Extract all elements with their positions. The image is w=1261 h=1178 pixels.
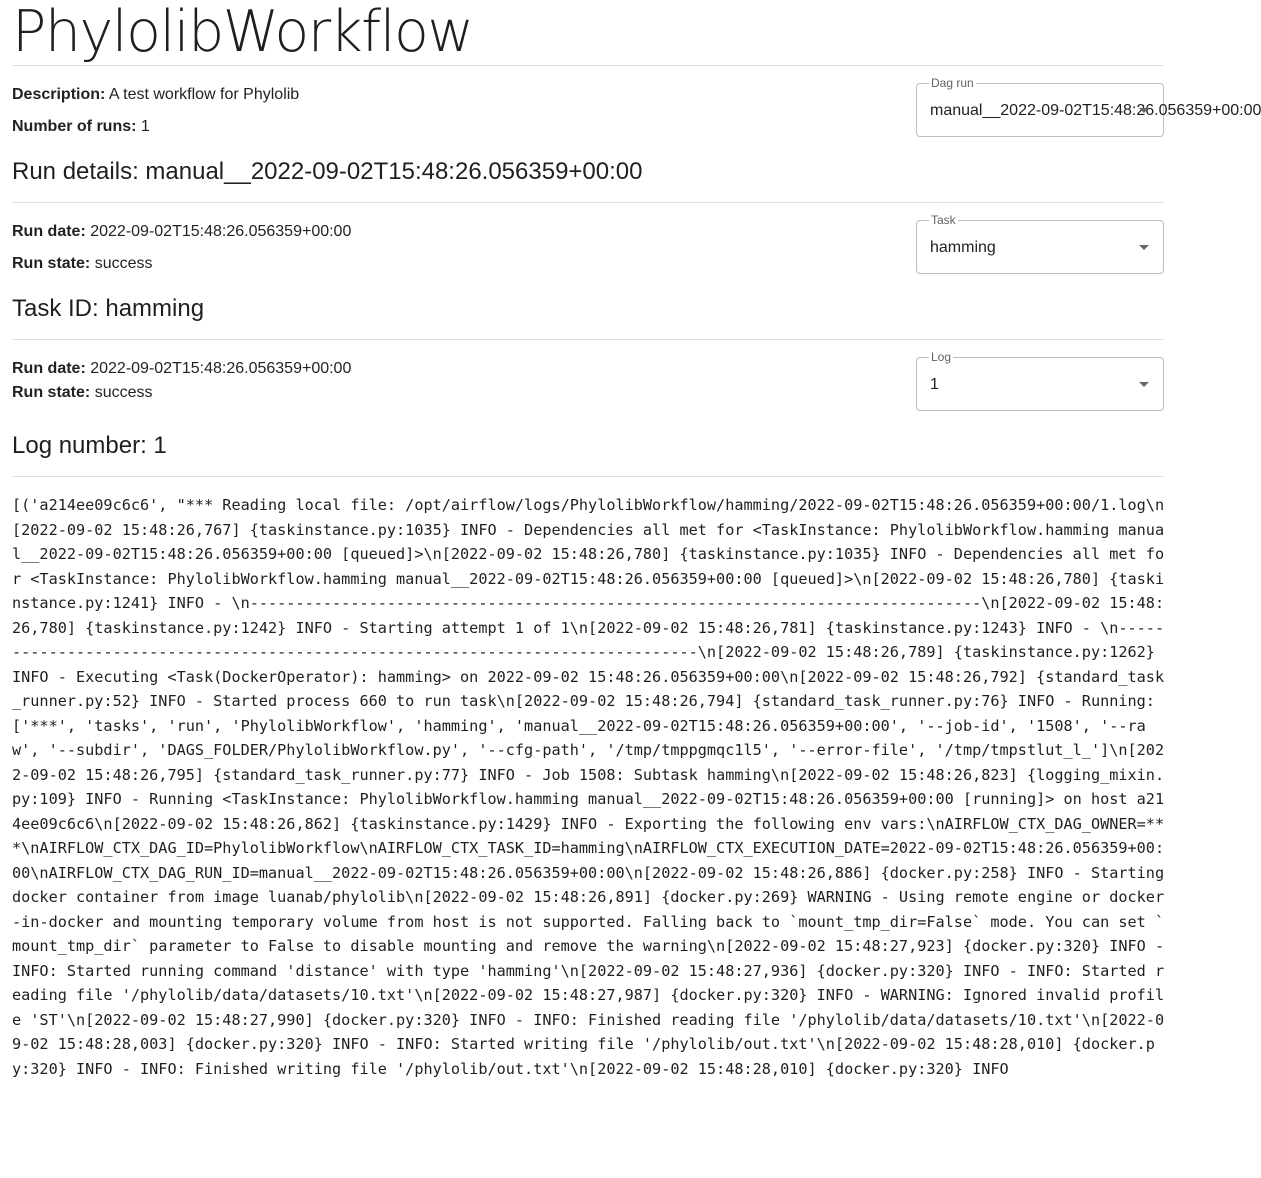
run-date-label: Run date:	[12, 223, 86, 240]
description-value: A test workflow for Phylolib	[108, 86, 300, 103]
chevron-down-icon	[1139, 108, 1149, 113]
task-run-date-value: 2022-09-02T15:48:26.056359+00:00	[90, 360, 352, 377]
workflow-info-section	[12, 66, 1261, 202]
task-run-state-line	[12, 383, 152, 403]
log-divider	[12, 476, 1164, 477]
chevron-down-icon	[1139, 245, 1149, 250]
workflow-page	[12, 0, 1261, 477]
log-select-value: 1	[930, 376, 939, 393]
task-run-state-label: Run state:	[12, 384, 91, 401]
runs-label: Number of runs:	[12, 118, 137, 135]
run-state-value: success	[94, 255, 153, 272]
run-details-heading: Run details: manual__2022-09-02T15:48:26.056359+00:00	[12, 158, 643, 185]
run-details-section	[12, 203, 1164, 339]
log-output: [('a214ee09c6c6', "*** Reading local file: /opt/airflow/logs/PhylolibWorkflow/hamming/2022-09-02T15:48:26.056359+00:00/1.log\n[2022-09-02 15:48:26,767] {taskinstance.py:1035} INFO - Dependencies all met for <TaskInstance: PhylolibWorkflow.hamming manual__2022-09-02T15:48:26.056359+00:00 [queued]>\n[2022-09-02 15:48:26,780] {taskinstance.py:1035} INFO - Dependencies all met for <TaskInstance: PhylolibWorkflow.hamming manual__2022-09-02T15:48:26.056359+00:00 [queued]>\n[2022-09-02 15:48:26,780] {taskinstance.py:1241} INFO - \n--------------------------------------------------------------------------------\n[2022-09-02 15:48:26,780] {taskinstance.py:1242} INFO - Starting attempt 1 of 1\n[2022-09-02 15:48:26,781] {taskinstance.py:1243} INFO - \n--------------------------------------------------------------------------------\n[2022-09-02 15:48:26,789] {taskinstance.py:1262} INFO - Executing <Task(DockerOperator): hamming> on 2022-09-02 15:48:26.056359+00:00\n[2022-09-02 15:48:26,792] {standard_task_runner.py:52} INFO - Started process 660 to run task\n[2022-09-02 15:48:26,794] {standard_task_runner.py:76} INFO - Running: ['***', 'tasks', 'run', 'PhylolibWorkflow', 'hamming', 'manual__2022-09-02T15:48:26.056359+00:00', '--job-id', '1508', '--raw', '--subdir', 'DAGS_FOLDER/PhylolibWorkflow.py', '--cfg-path', '/tmp/tmppgmqc1l5', '--error-file', '/tmp/tmpstlut_l_']\n[2022-09-02 15:48:26,795] {standard_task_runner.py:77} INFO - Job 1508: Subtask hamming\n[2022-09-02 15:48:26,823] {logging_mixin.py:109} INFO - Running <TaskInstance: PhylolibWorkflow.hamming manual__2022-09-02T15:48:26.056359+00:00 [running]> on host a214ee09c6c6\n[2022-09-02 15:48:26,862] {taskinstance.py:1429} INFO - Exporting the following env vars:\nAIRFLOW_CTX_DAG_OWNER=***\nAIRFLOW_CTX_DAG_ID=PhylolibWorkflow\nAIRFLOW_CTX_TASK_ID=hamming\nAIRFLOW_CTX_EXECUTION_DATE=2022-09-02T15:48:26.056359+00:00\nAIRFLOW_CTX_DAG_RUN_ID=manual__2022-09-02T15:48:26.056359+00:00\n[2022-09-02 15:48:26,886] {docker.py:258} INFO - Starting docker container from image luanab/phylolib\n[2022-09-02 15:48:26,891] {docker.py:269} WARNING - Using remote engine or docker-in-docker and mounting temporary volume from host is not supported. Falling back to `mount_tmp_dir=False` mode. You can set `mount_tmp_dir` parameter to False to disable mounting and remove the warning\n[2022-09-02 15:48:27,923] {docker.py:320} INFO - INFO: Started running command 'distance' with type 'hamming'\n[2022-09-02 15:48:27,936] {docker.py:320} INFO - INFO: Started reading file '/phylolib/data/datasets/10.txt'\n[2022-09-02 15:48:27,987] {docker.py:320} INFO - WARNING: Ignored invalid profile 'ST'\n[2022-09-02 15:48:27,990] {docker.py:320} INFO - INFO: Finished reading file '/phylolib/data/datasets/10.txt'\n[2022-09-02 15:48:28,003] {docker.py:320} INFO - INFO: Started writing file '/phylolib/out.txt'\n[2022-09-02 15:48:28,010] {docker.py:320} INFO - INFO: Finished writing file '/phylolib/out.txt'\n[2022-09-02 15:48:28,010] {docker.py:320} INFO	[12, 496, 1174, 1078]
description-label: Description:	[12, 86, 106, 103]
runs-line	[12, 117, 150, 137]
task-select[interactable]	[916, 213, 1164, 274]
dag-run-select[interactable]	[916, 76, 1261, 137]
task-run-date-line	[12, 359, 351, 379]
chevron-down-icon	[1139, 382, 1149, 387]
run-state-label: Run state:	[12, 255, 91, 272]
task-details-section	[12, 340, 1164, 476]
log-number-heading: Log number: 1	[12, 432, 167, 459]
dag-run-select-value: manual__2022-09-02T15:48:26.056359+00:00	[930, 102, 1261, 119]
task-select-label: Task	[931, 213, 956, 227]
run-state-line	[12, 254, 152, 274]
page-title: PhylolibWorkflow	[12, 0, 473, 65]
run-date-value: 2022-09-02T15:48:26.056359+00:00	[90, 223, 352, 240]
task-id-heading: Task ID: hamming	[12, 295, 205, 322]
runs-value: 1	[140, 118, 150, 135]
task-select-value: hamming	[930, 239, 996, 256]
dag-run-select-label: Dag run	[931, 76, 974, 90]
run-date-line	[12, 222, 351, 242]
log-select-label: Log	[931, 350, 952, 364]
task-run-state-value: success	[94, 384, 153, 401]
task-run-date-label: Run date:	[12, 360, 86, 377]
log-select[interactable]	[916, 350, 1164, 411]
description-line	[12, 85, 299, 105]
